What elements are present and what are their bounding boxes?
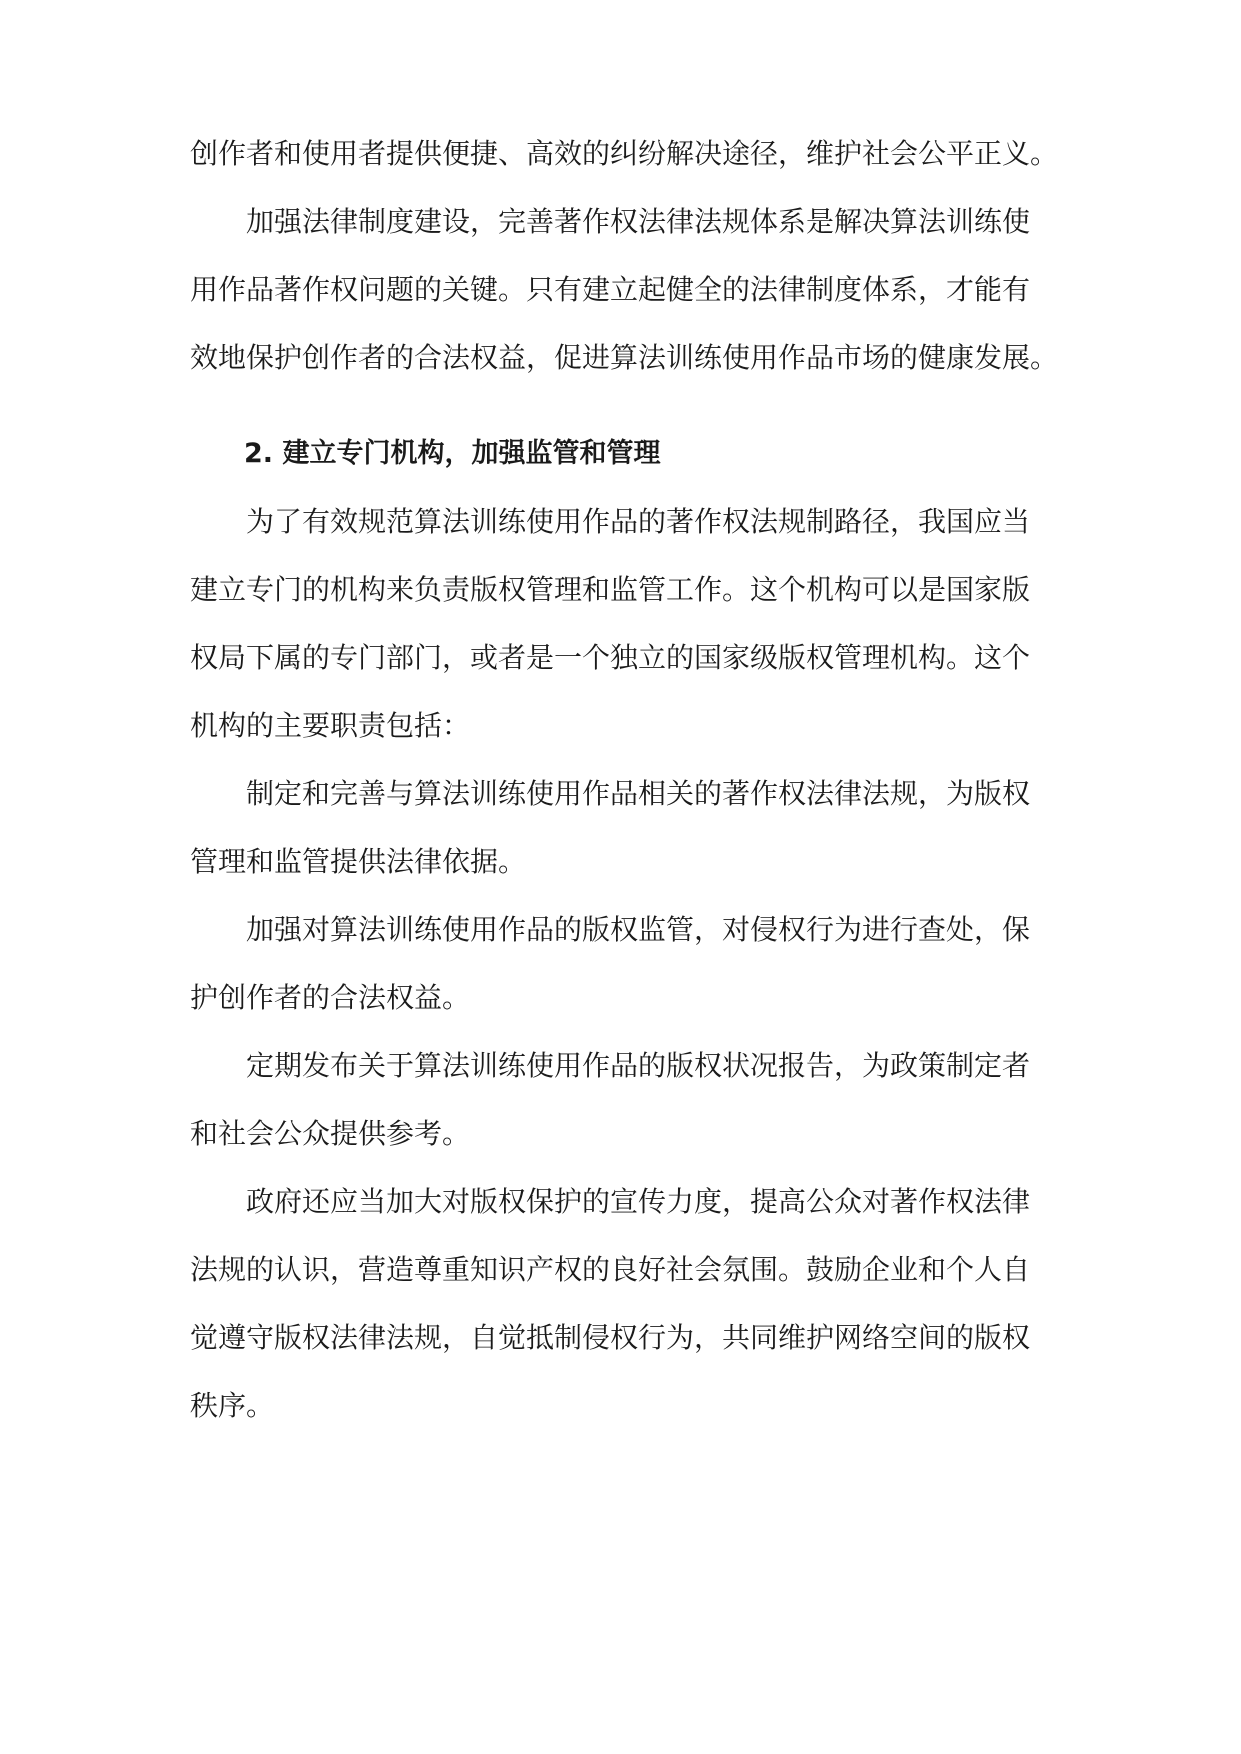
text-line: 创作者和使用者提供便捷、高效的纠纷解决途径，维护社会公平正义。: [190, 137, 1059, 170]
text-line: 和社会公众提供参考。: [190, 1117, 471, 1150]
text-line: 建立专门的机构来负责版权管理和监管工作。这个机构可以是国家版: [190, 573, 1031, 606]
text-line: 法规的认识，营造尊重知识产权的良好社会氛围。鼓励企业和个人自: [190, 1253, 1031, 1286]
text-line: 为了有效规范算法训练使用作品的著作权法规制路径，我国应当: [246, 505, 1031, 538]
text-line: 权局下属的专门部门，或者是一个独立的国家级版权管理机构。这个: [190, 641, 1031, 674]
text-line: 护创作者的合法权益。: [190, 981, 471, 1014]
text-line: 制定和完善与算法训练使用作品相关的著作权法律法规，为版权: [246, 777, 1031, 810]
text-line: 管理和监管提供法律依据。: [190, 845, 527, 878]
text-line: 定期发布关于算法训练使用作品的版权状况报告，为政策制定者: [246, 1049, 1031, 1082]
text-line: 秩序。: [190, 1389, 275, 1422]
text-line: 效地保护创作者的合法权益，促进算法训练使用作品市场的健康发展。: [190, 341, 1059, 374]
text-line: 政府还应当加大对版权保护的宣传力度，提高公众对著作权法律: [246, 1185, 1031, 1218]
text-line: 觉遵守版权法律法规，自觉抵制侵权行为，共同维护网络空间的版权: [190, 1321, 1031, 1354]
section-heading: 2. 建立专门机构，加强监管和管理: [244, 438, 661, 469]
text-line: 加强法律制度建设，完善著作权法律法规体系是解决算法训练使: [246, 205, 1031, 238]
text-line: 机构的主要职责包括：: [190, 709, 471, 742]
text-line: 用作品著作权问题的关键。只有建立起健全的法律制度体系，才能有: [190, 273, 1031, 306]
text-line: 加强对算法训练使用作品的版权监管，对侵权行为进行查处，保: [246, 913, 1031, 946]
